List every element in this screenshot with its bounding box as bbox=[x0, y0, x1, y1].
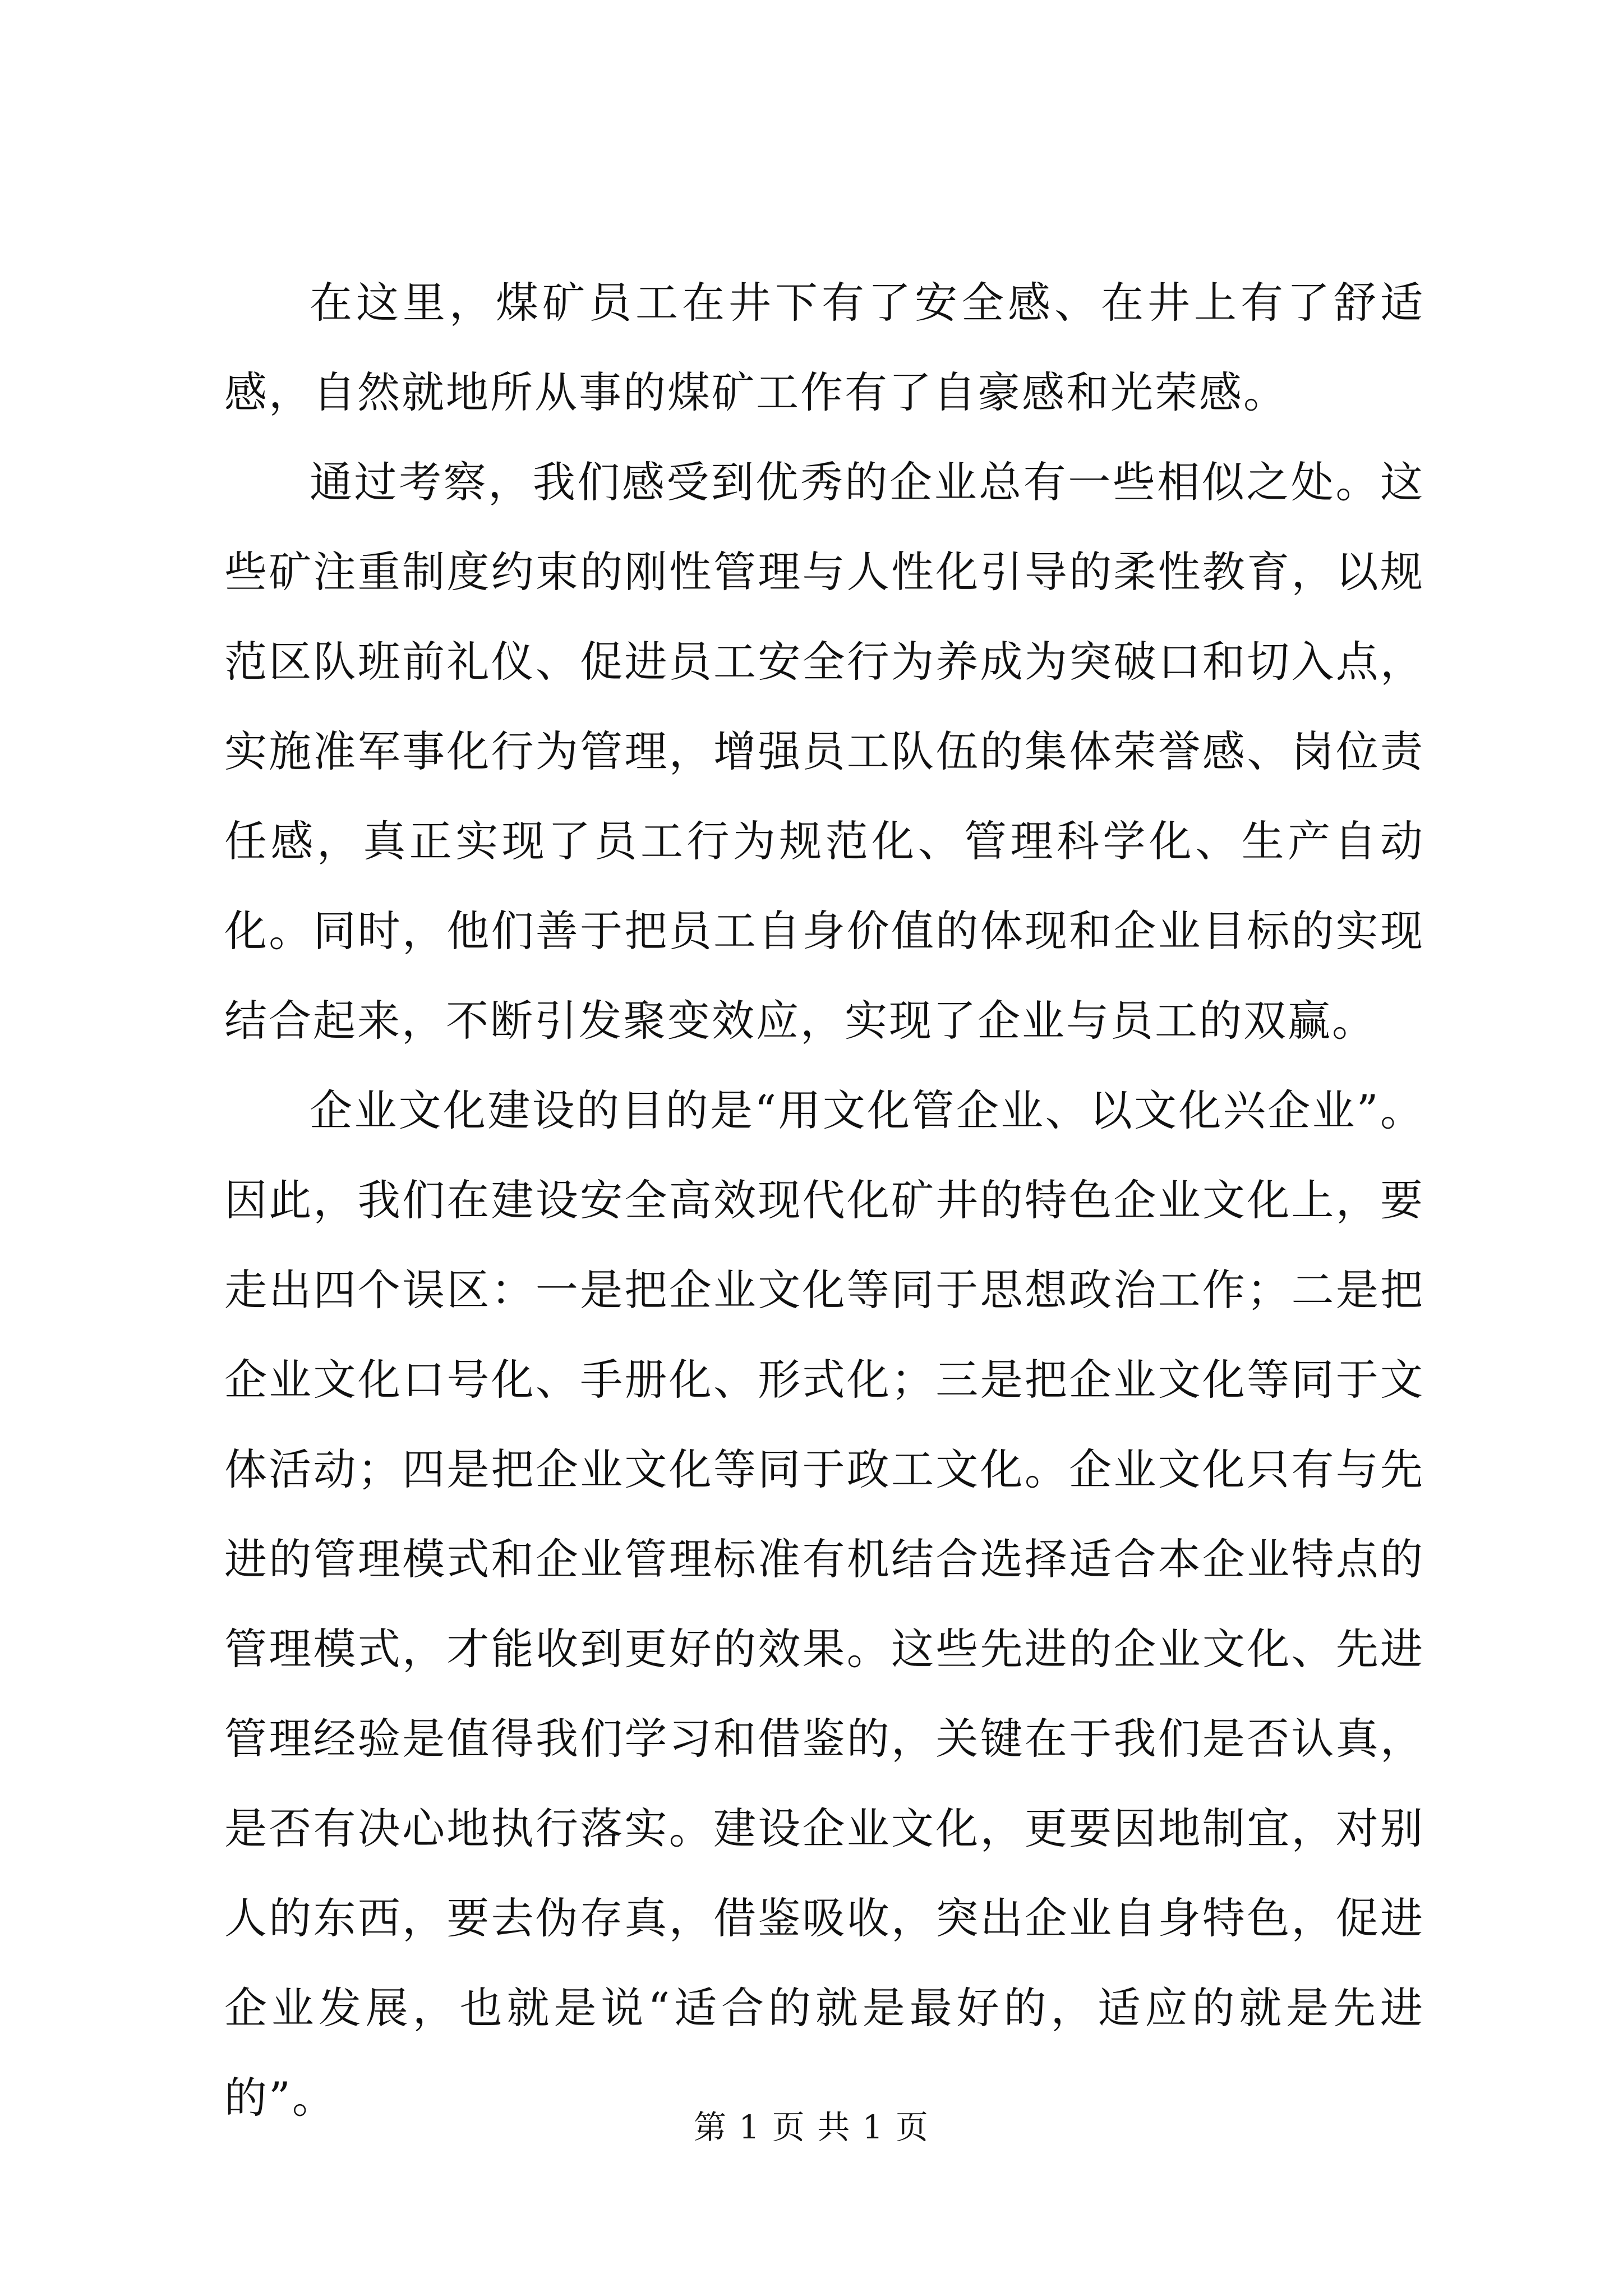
document-body bbox=[224, 258, 1424, 2143]
page-number-label: 第 1 页 共 1 页 bbox=[694, 2108, 929, 2146]
paragraph-1: 在这里，煤矿员工在井下有了安全感、在井上有了舒适感，自然就地所从事的煤矿工作有了自豪感和光荣感。 bbox=[224, 278, 1424, 417]
paragraph-3: 企业文化建设的目的是“用文化管企业、以文化兴企业”。因此，我们在建设安全高效现代化矿井的特色企业文化上，要走出四个误区：一是把企业文化等同于思想政治工作；二是把企业文化口号化、手册化、形式化；三是把企业文化等同于文体活动；四是把企业文化等同于政工文化。企业文化只有与先进的管理模式和企业管理标准有机结合选择适合本企业特点的管理模式，才能收到更好的效果。这些先进的企业文化、先进管理经验是值得我们学习和借鉴的，关键在于我们是否认真，是否有决心地执行落实。建设企业文化，更要因地制宜，对别人的东西，要去伪存真，借鉴吸收，突出企业自身特色，促进企业发展，也就是说“适合的就是最好的，适应的就是先进的”。 bbox=[224, 1085, 1424, 2123]
page-footer bbox=[0, 2105, 1623, 2150]
paragraph-2: 通过考察，我们感受到优秀的企业总有一些相似之处。这些矿注重制度约束的刚性管理与人性化引导的柔性教育，以规范区队班前礼仪、促进员工安全行为养成为突破口和切入点，实施准军事化行为管理，增强员工队伍的集体荣誉感、岗位责任感，真正实现了员工行为规范化、管理科学化、生产自动化。同时，他们善于把员工自身价值的体现和企业目标的实现结合起来，不断引发聚变效应，实现了企业与员工的双赢。 bbox=[224, 457, 1424, 1046]
